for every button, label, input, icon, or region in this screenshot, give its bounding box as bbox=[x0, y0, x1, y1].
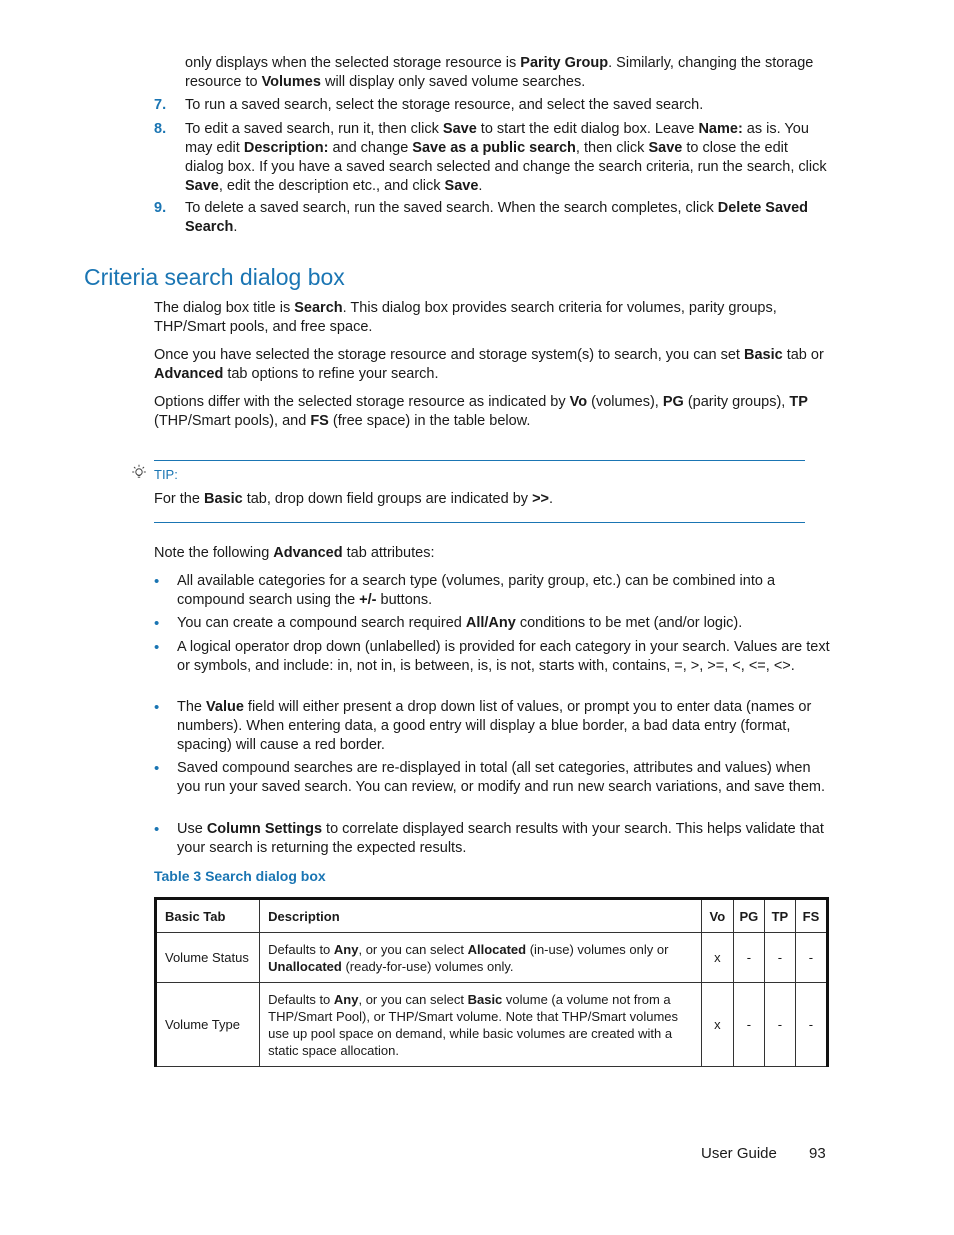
step-9-text: To delete a saved search, run the saved search. When the search completes, click Delete Saved Search. bbox=[185, 200, 809, 235]
list-item: You can create a compound search required All/Any conditions to be met (and/or logic). bbox=[177, 615, 743, 631]
bullet-marker: • bbox=[154, 699, 160, 716]
intro-paragraph-1: The dialog box title is Search. This dialog box provides search criteria for volumes, parity groups, THP/Smart pools, and free space. bbox=[154, 300, 777, 335]
footer-label: User Guide bbox=[701, 1145, 777, 1162]
step-8-number: 8. bbox=[154, 121, 167, 137]
step-9-number: 9. bbox=[154, 200, 167, 216]
tip-bottom-rule bbox=[154, 522, 805, 523]
column-header: TP bbox=[764, 899, 795, 933]
tip-text: For the Basic tab, drop down field groups are indicated by >>. bbox=[154, 491, 554, 507]
table-cell: x bbox=[701, 933, 733, 983]
lightbulb-icon bbox=[130, 464, 148, 482]
step-7-number: 7. bbox=[154, 97, 167, 113]
section-heading: Criteria search dialog box bbox=[84, 264, 345, 290]
column-header: PG bbox=[733, 899, 764, 933]
column-header: Vo bbox=[701, 899, 733, 933]
continuation-paragraph: only displays when the selected storage resource is Parity Group. Similarly, changing the storage resource to Volumes will display only saved volume searches. bbox=[185, 55, 814, 90]
list-item: The Value field will either present a drop down list of values, or prompt you to enter data (names or numbers). When entering data, a good entry will display a blue border, a bad data entry (format, spacing) will cause a red border. bbox=[177, 699, 812, 753]
table-header-row bbox=[156, 899, 828, 933]
list-item: Use Column Settings to correlate displayed search results with your search. This helps validate that your search is returning the expected results. bbox=[177, 821, 824, 856]
column-header: Basic Tab bbox=[156, 899, 260, 933]
table-caption: Table 3 Search dialog box bbox=[154, 868, 326, 884]
note-paragraph: Note the following Advanced tab attributes: bbox=[154, 545, 435, 561]
page-number: 93 bbox=[809, 1145, 826, 1162]
bullet-marker: • bbox=[154, 639, 160, 656]
table-cell: Volume Type bbox=[156, 983, 260, 1067]
intro-paragraph-2: Once you have selected the storage resource and storage system(s) to search, you can set Basic tab or Advanced tab options to refine your search. bbox=[154, 347, 824, 382]
table-cell: x bbox=[701, 983, 733, 1067]
step-8-text: To edit a saved search, run it, then click Save to start the edit dialog box. Leave Name: as is. You may edit Description: and change Save as a public search, then click Save to close the edit dialog box. If you have a saved search selected and change the search criteria, run the search, click Save, edit the description etc., and click Save. bbox=[185, 121, 827, 194]
tip-top-rule bbox=[154, 460, 805, 461]
list-item: All available categories for a search type (volumes, parity group, etc.) can be combined into a compound search using the +/- buttons. bbox=[177, 573, 776, 608]
table-cell: - bbox=[764, 933, 795, 983]
table-cell: - bbox=[733, 983, 764, 1067]
table-cell: Defaults to Any, or you can select Basic volume (a volume not from a THP/Smart Pool), or THP/Smart volume. Note that THP/Smart volumes use up pool space on demand, while basic volumes are created with a static space allocation. bbox=[260, 983, 702, 1067]
table-cell: Volume Status bbox=[156, 933, 260, 983]
table-cell: - bbox=[795, 983, 827, 1067]
table-row bbox=[156, 933, 828, 983]
search-dialog-table bbox=[154, 897, 829, 1067]
bullet-marker: • bbox=[154, 821, 160, 838]
column-header: FS bbox=[795, 899, 827, 933]
step-7-text: To run a saved search, select the storage resource, and select the saved search. bbox=[185, 97, 704, 113]
bullet-marker: • bbox=[154, 573, 160, 590]
column-header: Description bbox=[260, 899, 702, 933]
list-item: Saved compound searches are re-displayed in total (all set categories, attributes and values) when you run your saved search. You can review, or modify and run new search variations, and save them. bbox=[177, 760, 826, 795]
bullet-marker: • bbox=[154, 615, 160, 632]
intro-paragraph-3: Options differ with the selected storage resource as indicated by Vo (volumes), PG (parity groups), TP (THP/Smart pools), and FS (free space) in the table below. bbox=[154, 394, 808, 429]
table-cell: - bbox=[795, 933, 827, 983]
list-item: A logical operator drop down (unlabelled) is provided for each category in your search. Values are text or symbols, and include: in, not in, is between, is, is not, starts with, contains, =, >, >=, <, <=, <>. bbox=[177, 639, 830, 674]
bullet-marker: • bbox=[154, 760, 160, 777]
tip-label: TIP: bbox=[154, 467, 178, 482]
table-cell: Defaults to Any, or you can select Allocated (in-use) volumes only or Unallocated (ready-for-use) volumes only. bbox=[260, 933, 702, 983]
table-cell: - bbox=[733, 933, 764, 983]
table-cell: - bbox=[764, 983, 795, 1067]
table-row bbox=[156, 983, 828, 1067]
